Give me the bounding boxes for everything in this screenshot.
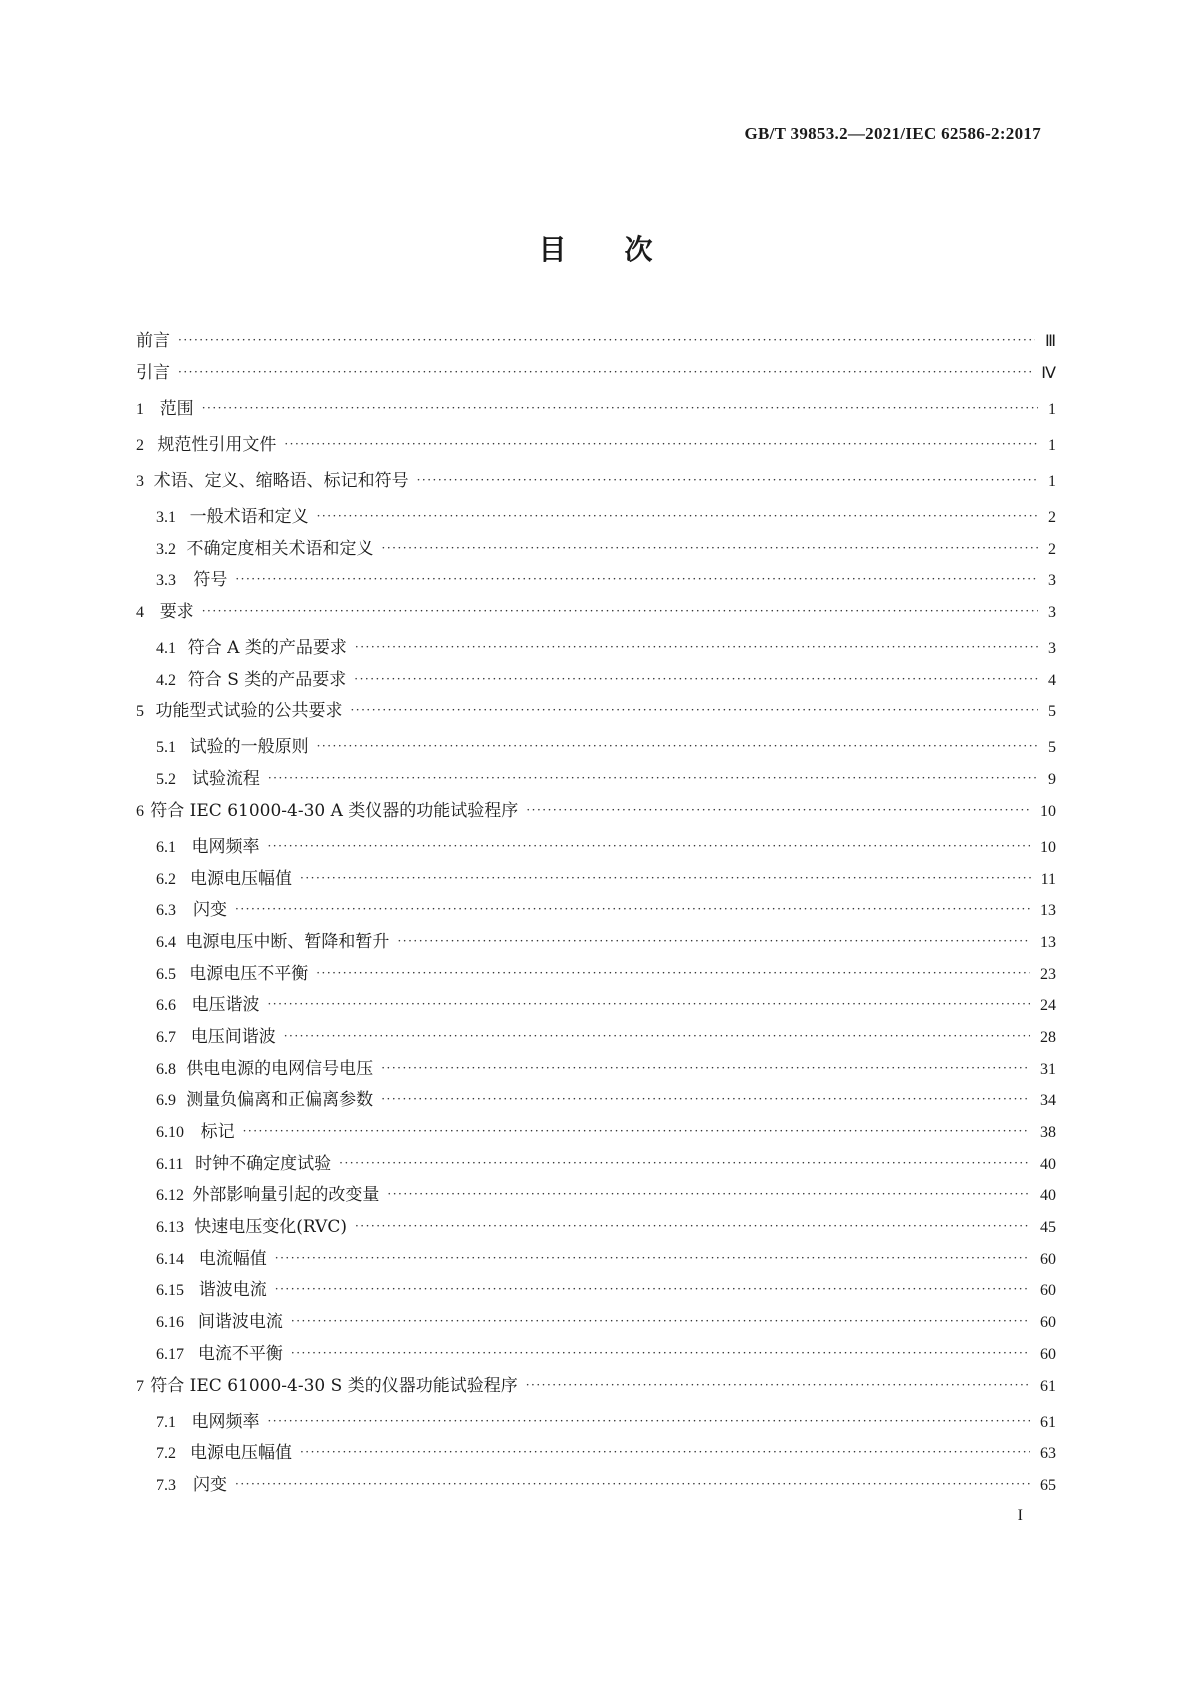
toc-entry-label: 谐波电流	[198, 1280, 267, 1301]
toc-entry-page: Ⅲ	[1044, 333, 1056, 350]
toc-entry[interactable]	[136, 732, 1056, 764]
toc-entry-label: 电网频率	[191, 836, 260, 857]
toc-entry[interactable]	[136, 1339, 1056, 1371]
toc-leader-dots	[355, 1219, 1030, 1233]
toc-entry-number: 5	[136, 703, 144, 721]
toc-leader-dots	[284, 437, 1038, 451]
toc-leader-dots	[300, 871, 1031, 885]
toc-entry[interactable]	[136, 959, 1056, 991]
toc-leader-dots	[275, 1251, 1030, 1265]
toc-entry-page: 1	[1048, 437, 1056, 454]
toc-entry-label: 电流幅值	[198, 1248, 267, 1269]
toc-entry-page: 2	[1048, 540, 1056, 558]
toc-entry[interactable]	[136, 832, 1056, 864]
toc-leader-dots	[178, 365, 1031, 379]
toc-entry-page: 34	[1040, 1092, 1056, 1110]
standard-code: GB/T 39853.2—2021/IEC 62586-2:2017	[744, 124, 1041, 143]
toc-entry-label: 符号	[193, 570, 228, 591]
toc-entry[interactable]	[136, 633, 1056, 665]
toc-entry[interactable]	[136, 1022, 1056, 1054]
toc-entry-label: 电压谐波	[191, 995, 260, 1016]
toc-entry-number: 7.3	[156, 1476, 176, 1494]
toc-entry-label: 试验的一般原则	[189, 737, 309, 758]
toc-entry-number: 6.5	[156, 965, 176, 983]
toc-entry-number: 5.2	[156, 771, 176, 789]
toc-entry-page: 10	[1040, 838, 1056, 856]
toc-entry-page: 23	[1040, 965, 1056, 983]
toc-entry-number: 7	[136, 1377, 144, 1395]
toc-entry-label: 电压间谐波	[190, 1026, 276, 1047]
toc-leader-dots	[397, 934, 1030, 948]
toc-entry-label: 前言	[136, 331, 170, 351]
table-of-contents	[136, 326, 1056, 1502]
toc-entry-label: 一般术语和定义	[189, 507, 309, 527]
toc-entry-number: 6.3	[156, 902, 176, 920]
toc-entry[interactable]	[136, 466, 1056, 502]
toc-leader-dots	[178, 333, 1035, 347]
toc-entry-label: 符合 IEC 61000-4-30 A 类仪器的功能试验程序	[150, 800, 519, 821]
toc-entry-number: 6.7	[156, 1028, 176, 1046]
toc-entry-page: 1	[1048, 401, 1056, 418]
toc-entry[interactable]	[136, 394, 1056, 430]
toc-entry[interactable]	[136, 430, 1056, 466]
toc-entry-label: 测量负偏离和正偏离参数	[186, 1090, 374, 1111]
toc-entry[interactable]	[136, 326, 1056, 358]
toc-leader-dots	[355, 640, 1038, 654]
toc-entry[interactable]	[136, 1470, 1056, 1502]
toc-entry-label: 电网频率	[191, 1411, 260, 1432]
page-number: I	[1017, 1507, 1023, 1524]
toc-entry-label: 标记	[200, 1122, 235, 1142]
toc-entry[interactable]	[136, 665, 1056, 697]
toc-leader-dots	[317, 509, 1038, 523]
toc-entry-number: 7.2	[156, 1445, 176, 1463]
toc-entry-page: 40	[1040, 1155, 1056, 1173]
toc-entry-page: 31	[1040, 1060, 1056, 1078]
toc-entry-page: 28	[1040, 1028, 1056, 1046]
toc-entry-label: 供电电源的电网信号电压	[186, 1058, 374, 1079]
toc-entry-page: 3	[1048, 572, 1056, 590]
toc-entry[interactable]	[136, 534, 1056, 566]
toc-entry-page: 40	[1040, 1187, 1056, 1205]
toc-leader-dots	[317, 739, 1038, 753]
toc-leader-dots	[526, 803, 1030, 817]
toc-entry[interactable]	[136, 1149, 1056, 1181]
toc-entry[interactable]	[136, 1085, 1056, 1117]
toc-leader-dots	[235, 902, 1030, 916]
toc-entry-number: 6.2	[156, 870, 176, 888]
toc-entry-page: 24	[1040, 997, 1056, 1015]
toc-entry[interactable]	[136, 1212, 1056, 1244]
toc-entry[interactable]	[136, 1117, 1056, 1149]
toc-entry-number: 6.12	[156, 1187, 184, 1205]
toc-entry-number: 4	[136, 604, 144, 622]
toc-leader-dots	[235, 572, 1038, 586]
toc-entry-label: 电源电压幅值	[189, 1443, 292, 1464]
toc-entry-page: 38	[1040, 1124, 1056, 1141]
toc-entry-label: 规范性引用文件	[157, 435, 277, 455]
toc-entry-page: 60	[1040, 1314, 1056, 1332]
toc-entry-label: 符合 IEC 61000-4-30 S 类的仪器功能试验程序	[150, 1375, 518, 1396]
toc-entry-label: 电源电压不平衡	[189, 963, 309, 984]
toc-entry-page: 65	[1040, 1476, 1056, 1494]
toc-entry-number: 6.9	[156, 1092, 176, 1110]
toc-leader-dots	[387, 1187, 1030, 1201]
toc-entry-number: 6.4	[156, 933, 176, 951]
toc-entry[interactable]	[136, 796, 1056, 832]
toc-entry-label: 功能型式试验的公共要求	[155, 701, 343, 722]
toc-leader-dots	[243, 1124, 1030, 1138]
toc-entry-page: 60	[1040, 1250, 1056, 1268]
toc-entry-number: 4.1	[156, 640, 176, 658]
toc-entry-page: 60	[1040, 1282, 1056, 1300]
toc-entry-number: 5.1	[156, 739, 176, 757]
toc-entry[interactable]	[136, 565, 1056, 597]
toc-entry-page: 10	[1040, 802, 1056, 820]
toc-leader-dots	[284, 1029, 1030, 1043]
toc-entry[interactable]	[136, 1275, 1056, 1307]
toc-entry-number: 6.15	[156, 1282, 184, 1300]
toc-leader-dots	[417, 473, 1038, 487]
toc-entry[interactable]	[136, 1438, 1056, 1470]
toc-entry-page: 1	[1048, 473, 1056, 490]
toc-entry-page: 9	[1048, 771, 1056, 789]
toc-entry-number: 6.6	[156, 997, 176, 1015]
toc-entry[interactable]	[136, 1307, 1056, 1339]
toc-entry-number: 6.11	[156, 1155, 184, 1173]
toc-leader-dots	[202, 604, 1038, 618]
toc-entry-number: 6	[136, 802, 144, 820]
toc-entry-page: 63	[1040, 1445, 1056, 1463]
toc-leader-dots	[526, 1378, 1030, 1392]
toc-entry-page: 3	[1048, 604, 1056, 622]
toc-entry[interactable]	[136, 990, 1056, 1022]
toc-entry-label: 时钟不确定度试验	[195, 1153, 332, 1174]
toc-entry-page: 4	[1048, 671, 1056, 689]
toc-entry-label: 闪变	[193, 900, 227, 921]
toc-entry-number: 1	[136, 401, 144, 418]
toc-entry-label: 范围	[159, 399, 194, 419]
toc-leader-dots	[275, 1282, 1030, 1296]
toc-leader-dots	[300, 1445, 1030, 1459]
toc-entry-label: 术语、定义、缩略语、标记和符号	[153, 471, 409, 491]
toc-entry[interactable]	[136, 895, 1056, 927]
toc-entry-number: 6.14	[156, 1250, 184, 1268]
toc-leader-dots	[316, 966, 1030, 980]
toc-entry-number: 6.10	[156, 1124, 184, 1141]
toc-entry-number: 7.1	[156, 1413, 176, 1431]
toc-entry-page: 3	[1048, 640, 1056, 658]
toc-leader-dots	[202, 401, 1038, 415]
toc-leader-dots	[354, 672, 1038, 686]
toc-entry-number: 6.8	[156, 1060, 176, 1078]
toc-entry-number: 6.13	[156, 1219, 184, 1237]
toc-entry-page: 13	[1040, 902, 1056, 920]
toc-entry-label: 外部影响量引起的改变量	[192, 1185, 380, 1206]
toc-entry-number: 2	[136, 437, 144, 454]
toc-entry-number: 3.3	[156, 572, 176, 590]
toc-entry-number: 6.17	[156, 1345, 184, 1363]
toc-entry-label: 电源电压幅值	[190, 868, 292, 889]
toc-entry[interactable]	[136, 1054, 1056, 1086]
toc-leader-dots	[267, 997, 1030, 1011]
toc-leader-dots	[267, 1414, 1030, 1428]
toc-entry[interactable]	[136, 502, 1056, 534]
toc-leader-dots	[381, 1092, 1030, 1106]
toc-entry-label: 电源电压中断、暂降和暂升	[185, 931, 390, 952]
toc-entry-label: 要求	[159, 602, 194, 623]
toc-entry[interactable]	[136, 696, 1056, 732]
toc-entry[interactable]	[136, 864, 1056, 896]
toc-entry[interactable]	[136, 927, 1056, 959]
toc-entry-number: 3	[136, 473, 144, 490]
toc-entry-label: 不确定度相关术语和定义	[186, 538, 374, 559]
toc-leader-dots	[291, 1346, 1030, 1360]
toc-entry-label: 符合 S 类的产品要求	[187, 669, 347, 690]
toc-entry[interactable]	[136, 1371, 1056, 1407]
toc-leader-dots	[339, 1156, 1030, 1170]
page-title: 目次	[538, 233, 711, 266]
toc-entry-page: Ⅳ	[1041, 365, 1056, 382]
toc-entry[interactable]	[136, 1244, 1056, 1276]
toc-leader-dots	[268, 771, 1038, 785]
toc-leader-dots	[381, 1061, 1030, 1075]
toc-leader-dots	[235, 1477, 1030, 1491]
toc-entry-number: 3.1	[156, 509, 176, 526]
toc-entry-number: 6.1	[156, 838, 176, 856]
toc-entry-label: 符合 A 类的产品要求	[187, 638, 347, 659]
toc-entry-page: 61	[1040, 1377, 1056, 1395]
toc-entry[interactable]	[136, 1407, 1056, 1439]
toc-entry-page: 5	[1048, 739, 1056, 757]
toc-entry-number: 6.16	[156, 1314, 184, 1332]
toc-entry-number: 4.2	[156, 671, 176, 689]
toc-leader-dots	[350, 703, 1038, 717]
toc-entry[interactable]	[136, 1180, 1056, 1212]
toc-entry[interactable]	[136, 597, 1056, 633]
toc-entry-page: 11	[1040, 870, 1056, 888]
toc-entry-page: 60	[1040, 1345, 1056, 1363]
toc-entry-page: 13	[1040, 933, 1056, 951]
toc-entry-page: 5	[1048, 703, 1056, 721]
toc-entry[interactable]	[136, 764, 1056, 796]
toc-entry-page: 45	[1040, 1219, 1056, 1237]
toc-entry-page: 61	[1040, 1413, 1056, 1431]
toc-leader-dots	[382, 541, 1038, 555]
toc-leader-dots	[291, 1314, 1030, 1328]
toc-entry-label: 引言	[136, 363, 170, 383]
toc-entry-label: 试验流程	[191, 769, 260, 790]
toc-entry-label: 间谐波电流	[197, 1312, 283, 1333]
toc-entry-label: 电流不平衡	[197, 1343, 283, 1364]
toc-entry-label: 闪变	[193, 1474, 227, 1495]
toc-entry-page: 2	[1048, 509, 1056, 526]
toc-entry[interactable]	[136, 358, 1056, 394]
toc-entry-label: 快速电压变化(RVC)	[194, 1217, 347, 1238]
toc-entry-number: 3.2	[156, 540, 176, 558]
toc-leader-dots	[267, 839, 1030, 853]
